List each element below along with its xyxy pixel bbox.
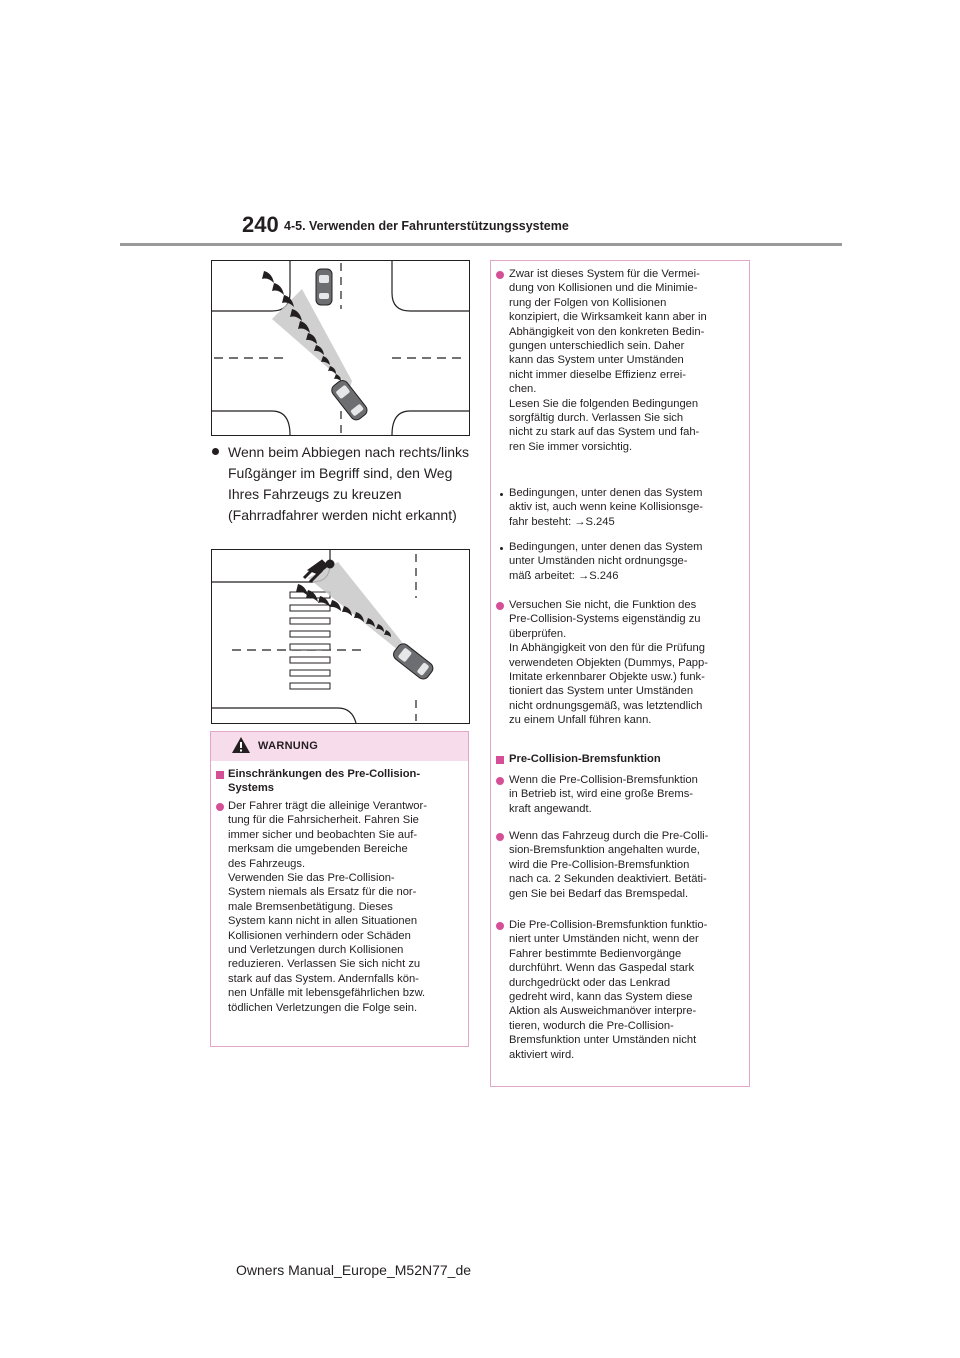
bullet-dot-icon <box>496 271 504 279</box>
section-title: 4-5. Verwenden der Fahrunterstützungssysteme <box>284 219 569 233</box>
bullet-icon <box>212 448 219 455</box>
heading-square-icon <box>496 756 504 764</box>
notice-paragraph-3: Wenn die Pre-Collision-Bremsfunktion in Betrieb ist, wird eine große Brems- kraft angewandt. <box>509 774 698 815</box>
warning-box <box>210 731 469 1047</box>
bullet-dot-icon <box>496 833 504 841</box>
notice-paragraph-2: Versuchen Sie nicht, die Funktion des Pre-Collision-Systems eigenständig zu überprüfen. In Abhängigkeit von den für die Prüfung verwendeten Objekten (Dummys, Papp- Imitate erkennbarer Objekte usw.) funk- tioniert das System unter Umständen nicht ordnungsgemäß, was letztendlich zu einem Unfall führen kann. <box>509 599 708 727</box>
intersection-illustration <box>211 260 470 436</box>
notice-paragraph-4: Wenn das Fahrzeug durch die Pre-Colli- sion-Bremsfunktion angehalten wurde, wird die Pre-Collision-Bremsfunktion nach ca. 2 Sekunden deaktiviert. Betäti- gen Sie bei Bedarf das Bremspedal. <box>509 830 709 900</box>
warning-header <box>211 732 468 761</box>
warning-heading: Einschränkungen des Pre-Collision- Systems <box>228 768 421 795</box>
brake-function-heading: Pre-Collision-Bremsfunktion <box>509 753 661 765</box>
header-divider <box>120 243 842 246</box>
warning-triangle-icon <box>231 736 251 754</box>
notice-paragraph-5: Die Pre-Collision-Bremsfunktion funktio- niert unter Umständen nicht, wenn der Fahrer bestimmte Bedienvorgänge durchführt. Wenn das Gaspedal stark durchgedrückt oder das Lenkrad gedreht wird, kann das System diese Aktion als Ausweichmanöver interpre- tieren, wodurch die Pre-Collision- Bremsfunktion unter Umständen nicht aktiviert wird. <box>509 919 708 1061</box>
warning-title: WARNUNG <box>258 740 319 752</box>
crosswalk-illustration <box>211 549 470 724</box>
heading-square-icon <box>216 771 224 779</box>
small-bullet-icon <box>500 493 503 496</box>
notice-sub-1: Bedingungen, unter denen das System aktiv ist, auch wenn keine Kollisionsge- fahr besteht: →S.245 <box>509 487 704 528</box>
notice-sub-2: Bedingungen, unter denen das System unter Umständen nicht ordnungsge- mäß arbeitet: →S.246 <box>509 541 703 582</box>
notice-paragraph-1: Zwar ist dieses System für die Vermei- dung von Kollisionen und die Minimie- rung der Folgen von Kollisionen konzipiert, die Wirksamkeit kann aber in Abhängigkeit von den konkreten Bedin- gungen unterschiedlich sein. Daher kann das System unter Umständen nicht immer dieselbe Effizienz errei- chen. Lesen Sie die folgenden Bedingungen sorgfältig durch. Verlassen Sie sich nicht zu stark auf das System und fah- ren Sie immer vorsichtig. <box>509 268 707 453</box>
bullet-dot-icon <box>496 777 504 785</box>
bullet-dot-icon <box>496 922 504 930</box>
bullet-dot-icon <box>496 602 504 610</box>
small-bullet-icon <box>500 547 503 550</box>
notice-box <box>490 260 750 1087</box>
warning-text: Der Fahrer trägt die alleinige Verantwor- tung für die Fahrsicherheit. Fahren Sie immer sicher und beobachten Sie auf- merksam die umgebenden Bereiche des Fahrzeugs. Verwenden Sie das Pre-Collision- System niemals als Ersatz für die nor- male Bremsenbetätigung. Dieses System kann nicht in allen Situationen Kollisionen verhindern oder Schäden und Verletzungen durch Kollisionen reduzieren. Verlassen Sie sich nicht zu stark auf das System. Andernfalls kön- nen Unfälle mit lebensgefährlichen bzw. tödlichen Verletzungen die Folge sein. <box>228 800 427 1014</box>
bullet-dot-icon <box>216 803 224 811</box>
bullet-text: Wenn beim Abbiegen nach rechts/links Fußgänger im Begriff sind, den Weg Ihres Fahrzeugs zu kreuzen (Fahrradfahrer werden nicht erkannt) <box>228 444 469 523</box>
turning-pedestrian-bullet <box>212 442 474 526</box>
page-number: 240 <box>242 212 279 237</box>
footer-text: Owners Manual_Europe_M52N77_de <box>236 1262 472 1278</box>
